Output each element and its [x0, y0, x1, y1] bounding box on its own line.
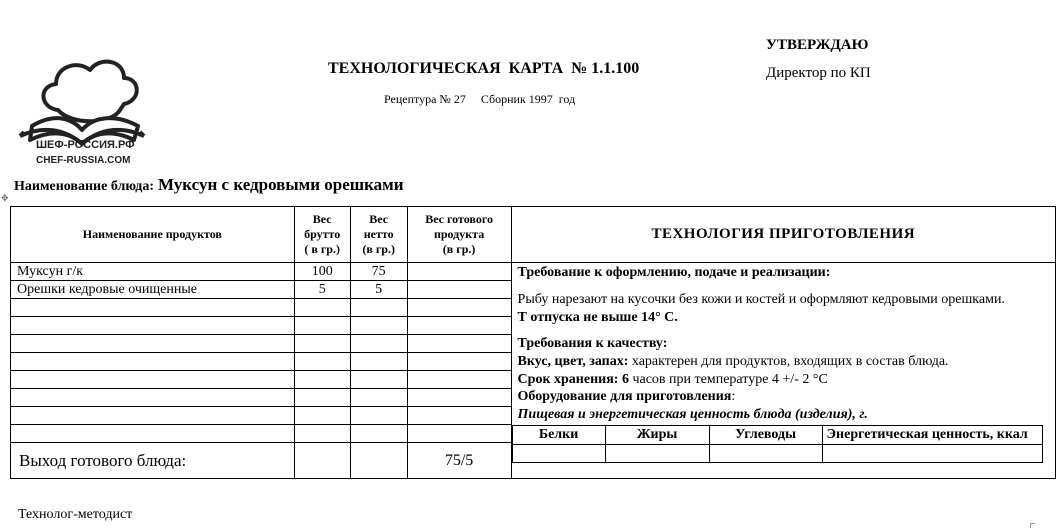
product-name[interactable] [11, 317, 295, 335]
nutrition-table [512, 425, 1043, 463]
product-net[interactable] [350, 299, 407, 317]
col-net-line1: Вес [369, 212, 389, 226]
equipment-label: Оборудование для приготовления [517, 389, 732, 405]
product-gross[interactable] [294, 317, 350, 335]
instructions-text: Рыбу нарезают на кусочки без кожи и костей и оформляют кедровыми орешками. [517, 291, 1005, 307]
page-title: ТЕХНОЛОГИЧЕСКАЯ КАРТА № 1.1.100 [328, 60, 640, 77]
product-ready[interactable] [407, 299, 511, 317]
col-header-gross [294, 207, 350, 263]
product-net[interactable] [350, 407, 407, 425]
product-name[interactable]: Орешки кедровые очищенные [11, 281, 295, 299]
output-label: Выход готового блюда: [11, 443, 295, 479]
product-ready[interactable] [407, 407, 511, 425]
dish-label: Наименование блюда: [14, 179, 154, 194]
product-gross[interactable] [294, 353, 350, 371]
nutrition-title: Пищевая и энергетическая ценность блюда (изделия), г. [517, 407, 868, 423]
col-gross-line2: брутто [304, 227, 341, 241]
nutrition-value-fat[interactable] [605, 445, 709, 463]
product-ready[interactable] [407, 353, 511, 371]
product-gross[interactable] [294, 389, 350, 407]
product-ready[interactable] [407, 335, 511, 353]
director-label: Директор по КП [766, 65, 871, 81]
equipment-colon: : [731, 389, 736, 405]
product-net[interactable] [350, 335, 407, 353]
page-corner-mark [1030, 523, 1035, 528]
col-net-line2: нетто [363, 227, 394, 241]
product-gross[interactable] [294, 335, 350, 353]
product-name[interactable] [11, 353, 295, 371]
product-name[interactable]: Муксун г/к [11, 263, 295, 281]
col-gross-line3: ( в гр.) [304, 242, 340, 256]
product-net[interactable]: 75 [350, 263, 407, 281]
product-gross[interactable] [294, 371, 350, 389]
product-name[interactable] [11, 407, 295, 425]
technologist-label: Технолог-методист [18, 507, 133, 522]
product-name[interactable] [11, 299, 295, 317]
col-gross-line1: Вес [312, 212, 332, 226]
nutrition-header-fat: Жиры [605, 426, 709, 445]
product-net[interactable] [350, 353, 407, 371]
technology-text [512, 263, 1055, 478]
output-value[interactable]: 75/5 [407, 443, 511, 479]
product-name[interactable] [11, 371, 295, 389]
product-name[interactable] [11, 335, 295, 353]
product-net[interactable] [350, 317, 407, 335]
output-gross[interactable] [294, 443, 350, 479]
col-ready-line1: Вес готового [425, 212, 493, 226]
req-design-heading: Требование к оформлению, подаче и реализации: [517, 265, 831, 280]
product-gross[interactable] [294, 407, 350, 425]
col-header-ready [407, 207, 511, 263]
product-net[interactable] [350, 371, 407, 389]
nutrition-value-carbs[interactable] [709, 445, 822, 463]
table-move-handle-icon[interactable]: ✥ [1, 193, 9, 203]
product-gross[interactable] [294, 299, 350, 317]
table-row [11, 263, 1056, 281]
approve-heading: УТВЕРЖДАЮ [766, 37, 869, 53]
req-quality-heading: Требования к качеству: [517, 335, 668, 351]
col-header-name: Наименование продуктов [11, 207, 295, 263]
output-net[interactable] [350, 443, 407, 479]
product-ready[interactable] [407, 425, 511, 443]
product-gross[interactable]: 5 [294, 281, 350, 299]
product-gross[interactable] [294, 425, 350, 443]
nutrition-header-carbs: Углеводы [709, 426, 822, 445]
col-ready-line3: (в гр.) [442, 242, 476, 256]
product-ready[interactable] [407, 317, 511, 335]
equipment-line [518, 388, 1049, 406]
nutrition-header-protein: Белки [512, 426, 605, 445]
product-name[interactable] [11, 425, 295, 443]
product-net[interactable] [350, 425, 407, 443]
product-name[interactable] [11, 389, 295, 407]
taste-text: характерен для продуктов, входящих в состав блюда. [628, 353, 949, 369]
tech-card-table [10, 206, 1056, 479]
product-gross[interactable]: 100 [294, 263, 350, 281]
nutrition-value-protein[interactable] [512, 445, 605, 463]
col-net-line3: (в гр.) [362, 242, 395, 256]
logo-line1: ШЕФ-РОССИЯ.РФ [36, 139, 135, 151]
storage-text: часов при температуре 4 +/- 2 °С [628, 371, 828, 387]
dish-name: Муксун с кедровыми орешками [157, 175, 404, 194]
product-net[interactable]: 5 [350, 281, 407, 299]
product-ready[interactable] [407, 263, 511, 281]
technology-cell[interactable] [511, 263, 1055, 479]
storage-line [518, 371, 1049, 389]
col-ready-line2: продукта [433, 227, 485, 241]
recipe-reference: Рецептура № 27 Сборник 1997 год [384, 92, 576, 106]
col-header-net [350, 207, 407, 263]
product-net[interactable] [350, 389, 407, 407]
nutrition-value-energy[interactable] [822, 445, 1042, 463]
dish-title-row [14, 175, 404, 195]
taste-label: Вкус, цвет, запах: [517, 353, 629, 369]
logo-line2: CHEF-RUSSIA.COM [36, 155, 131, 166]
storage-label: Срок хранения: 6 [517, 371, 629, 387]
nutrition-header-energy: Энергетическая ценность, ккал [822, 426, 1042, 445]
serving-temp: Т отпуска не выше 14° С. [517, 309, 678, 325]
product-ready[interactable] [407, 371, 511, 389]
product-ready[interactable] [407, 281, 511, 299]
col-header-technology: ТЕХНОЛОГИЯ ПРИГОТОВЛЕНИЯ [511, 207, 1055, 263]
taste-line [518, 353, 1049, 371]
product-ready[interactable] [407, 389, 511, 407]
